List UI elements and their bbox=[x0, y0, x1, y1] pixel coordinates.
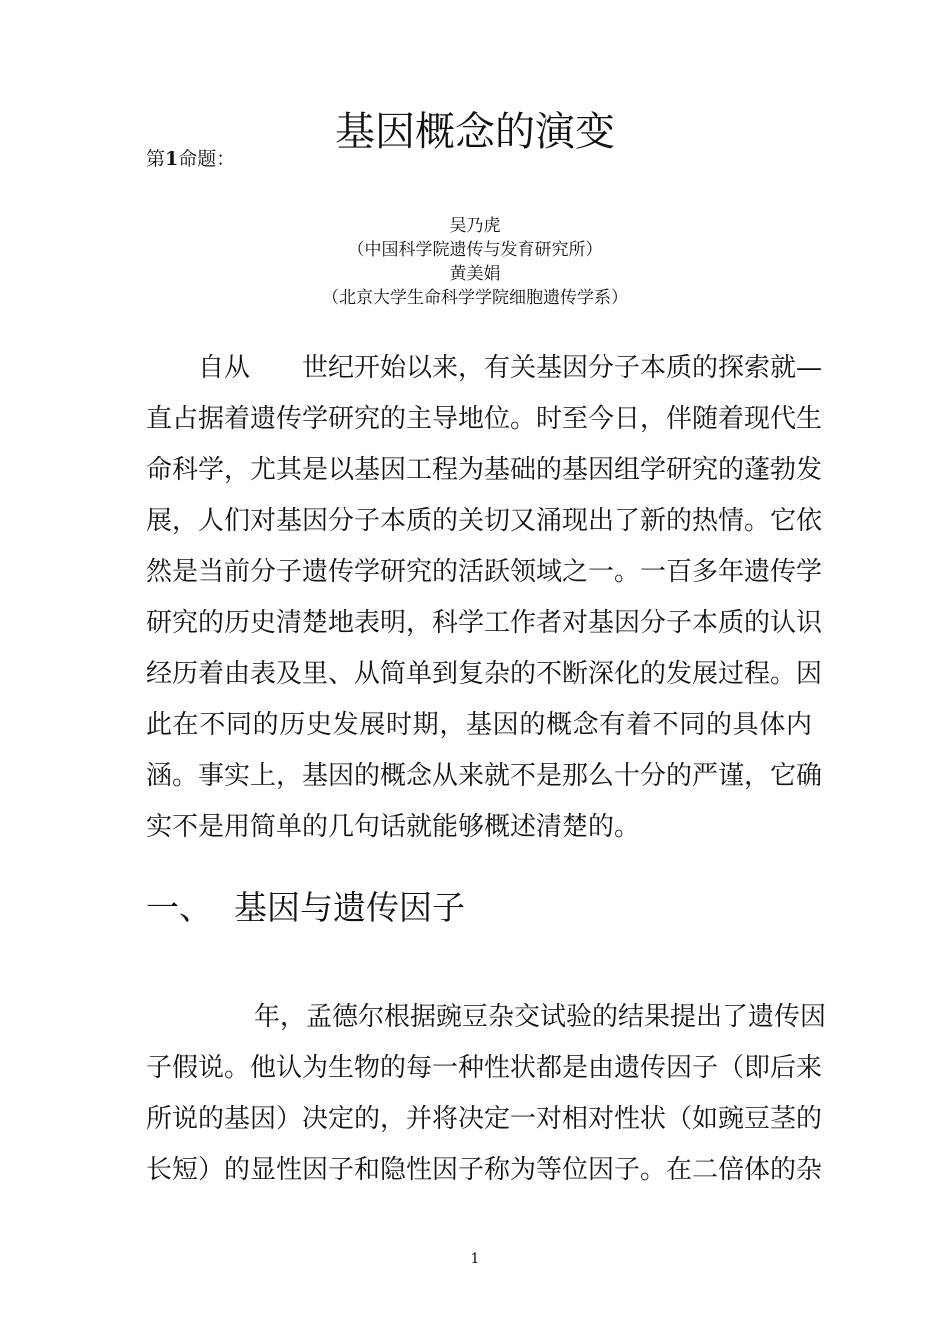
topic-prefix: 第 bbox=[146, 148, 166, 170]
paragraph-line: 命科学，尤其是以基因工程为基础的基因组学研究的蓬勃发 bbox=[146, 455, 823, 485]
paragraph-line: 长短）的显性因子和隐性因子称为等位因子。在二倍体的杂 bbox=[146, 1155, 823, 1185]
section-heading bbox=[146, 883, 465, 933]
paragraph-line: 实不是用简单的几句话就能够概述清楚的。 bbox=[146, 812, 641, 842]
section-paragraph bbox=[146, 992, 827, 1196]
paragraph-line: 展，人们对基因分子本质的关切又涌现出了新的热情。它依 bbox=[146, 506, 823, 536]
paragraph-line: 子假说。他认为生物的每一种性状都是由遗传因子（即后来 bbox=[146, 1053, 823, 1083]
author-name: 吴乃虎 bbox=[449, 216, 501, 236]
author-affiliation: （中国科学院遗传与发育研究所） bbox=[347, 240, 603, 260]
intro-paragraph bbox=[146, 343, 823, 853]
paragraph-line: 年，孟德尔根据豌豆杂交试验的结果提出了遗传因 bbox=[254, 1002, 827, 1032]
topic-suffix: 命题： bbox=[178, 148, 236, 170]
section-number: 一、 bbox=[146, 888, 212, 927]
document-title: 基因概念的演变 bbox=[335, 109, 615, 155]
topic-number: 1 bbox=[165, 148, 179, 170]
paragraph-line: 涵。事实上，基因的概念从来就不是那么十分的严谨，它确 bbox=[146, 761, 823, 791]
paragraph-line: 所说的基因）决定的，并将决定一对相对性状（如豌豆茎的 bbox=[146, 1104, 823, 1134]
paragraph-line: 经历着由表及里、从简单到复杂的不断深化的发展过程。因 bbox=[146, 659, 823, 689]
page-number: 1 bbox=[470, 1251, 480, 1267]
author-affiliation: （北京大学生命科学学院细胞遗传学系） bbox=[322, 288, 628, 308]
author-name: 黄美娟 bbox=[449, 264, 501, 284]
author-block bbox=[200, 214, 750, 310]
paragraph-line: 直占据着遗传学研究的主导地位。时至今日，伴随着现代生 bbox=[146, 404, 823, 434]
paragraph-line: 然是当前分子遗传学研究的活跃领域之一。一百多年遗传学 bbox=[146, 557, 823, 587]
paragraph-line: 自从 世纪开始以来，有关基因分子本质的探索就— bbox=[198, 353, 823, 383]
paragraph-line: 研究的历史清楚地表明，科学工作者对基因分子本质的认识 bbox=[146, 608, 823, 638]
section-title: 基因与遗传因子 bbox=[234, 888, 465, 927]
paragraph-line: 此在不同的历史发展时期，基因的概念有着不同的具体内 bbox=[146, 710, 812, 740]
